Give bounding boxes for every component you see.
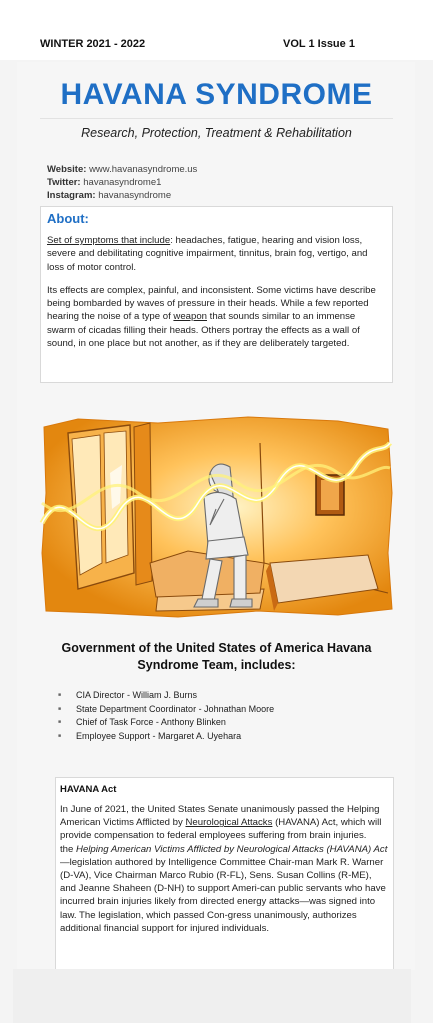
act-text-a: In June of 2021, the United States Senate unanimously passed the Helping American Victims Afflicted by — [60, 804, 380, 829]
team-member: ■ Chief of Task Force - Anthony Blinken — [58, 716, 274, 730]
contact-info — [47, 163, 197, 202]
website-label: Website: — [47, 164, 87, 175]
act-text-d: —legislation authored by Intelligence Committee Chair-man Mark R. Warner (D-VA), Vice Chairman Marco Rubio (R-FL), Sens. Susan Collins (R-ME), and Jeanne Shaheen (D-NH) to support Ameri-can public servants who have incurred brain injuries likely from directed energy attacks—was signed into law. The legislation, which passed Con-gress unanimously, authorizes additional financial support for injured individuals. — [60, 856, 386, 934]
page-header-band — [0, 0, 433, 60]
website-link[interactable]: www.havanasyndrome.us — [89, 164, 198, 175]
instagram-line — [47, 189, 197, 202]
act-text-c: the — [60, 843, 77, 855]
newsletter-subtitle: Research, Protection, Treatment & Rehabilitation — [81, 126, 352, 140]
team-member: ■ Employee Support - Margaret A. Uyehara — [58, 730, 274, 744]
about-heading: About: — [47, 211, 89, 226]
newsletter-title: HAVANA SYNDROME — [60, 78, 373, 111]
instagram-label: Instagram: — [47, 190, 96, 201]
about-box — [40, 206, 393, 383]
effects-text-a: Its effects are complex, painful, and inconsistent. Some victims have describe being bombarded by waves of pressure in their heads. While a few reported hearing the noise of a type of — [47, 284, 376, 323]
havana-act-box — [55, 777, 394, 977]
bottom-footer-band — [13, 969, 411, 1023]
about-paragraph-1 — [47, 234, 386, 274]
symptoms-text: : headaches, fatigue, hearing and vision loss, severe and debilitating cognitive impairment, tinnitus, brain fog, vertigo, and loss of motor control. — [47, 235, 368, 273]
volume-label: VOL 1 Issue 1 — [283, 38, 355, 50]
act-text-b: (HAVANA) Act, which will provide compensation to federal employees suffering from brain injuries. — [60, 817, 382, 842]
twitter-line — [47, 176, 197, 189]
effects-text-b: that sounds similar to an immense swarm of cicadas filling their heads. Others portray the effects as a wall of sound, in one place but not another, as if they are deliberately targeted. — [47, 311, 360, 350]
team-member: ■ State Department Coordinator - Johnathan Moore — [58, 703, 274, 717]
team-member: ■ CIA Director - William J. Burns — [58, 689, 274, 703]
twitter-handle[interactable]: havanasyndrome1 — [83, 177, 162, 188]
team-heading: Government of the United States of America Havana Syndrome Team, includes: — [61, 641, 372, 672]
instagram-handle[interactable]: havanasyndrome — [98, 190, 172, 201]
team-list — [58, 689, 274, 743]
act-paragraph-1 — [60, 803, 389, 843]
illustration-person-in-room — [38, 413, 394, 620]
act-paragraph-2 — [60, 843, 389, 935]
neurological-attacks-link[interactable]: Neurological Attacks — [185, 817, 273, 829]
weapon-link[interactable]: weapon — [173, 311, 208, 323]
edition-label: WINTER 2021 - 2022 — [40, 38, 146, 50]
website-line — [47, 163, 197, 176]
havana-act-heading: HAVANA Act — [60, 784, 117, 795]
twitter-label: Twitter: — [47, 177, 81, 188]
about-paragraph-2 — [47, 284, 386, 350]
symptoms-link[interactable]: Set of symptoms that include — [47, 235, 171, 246]
act-full-name: Helping American Victims Afflicted by Neurological Attacks (HAVANA) Act — [76, 843, 388, 855]
title-divider — [40, 118, 393, 119]
